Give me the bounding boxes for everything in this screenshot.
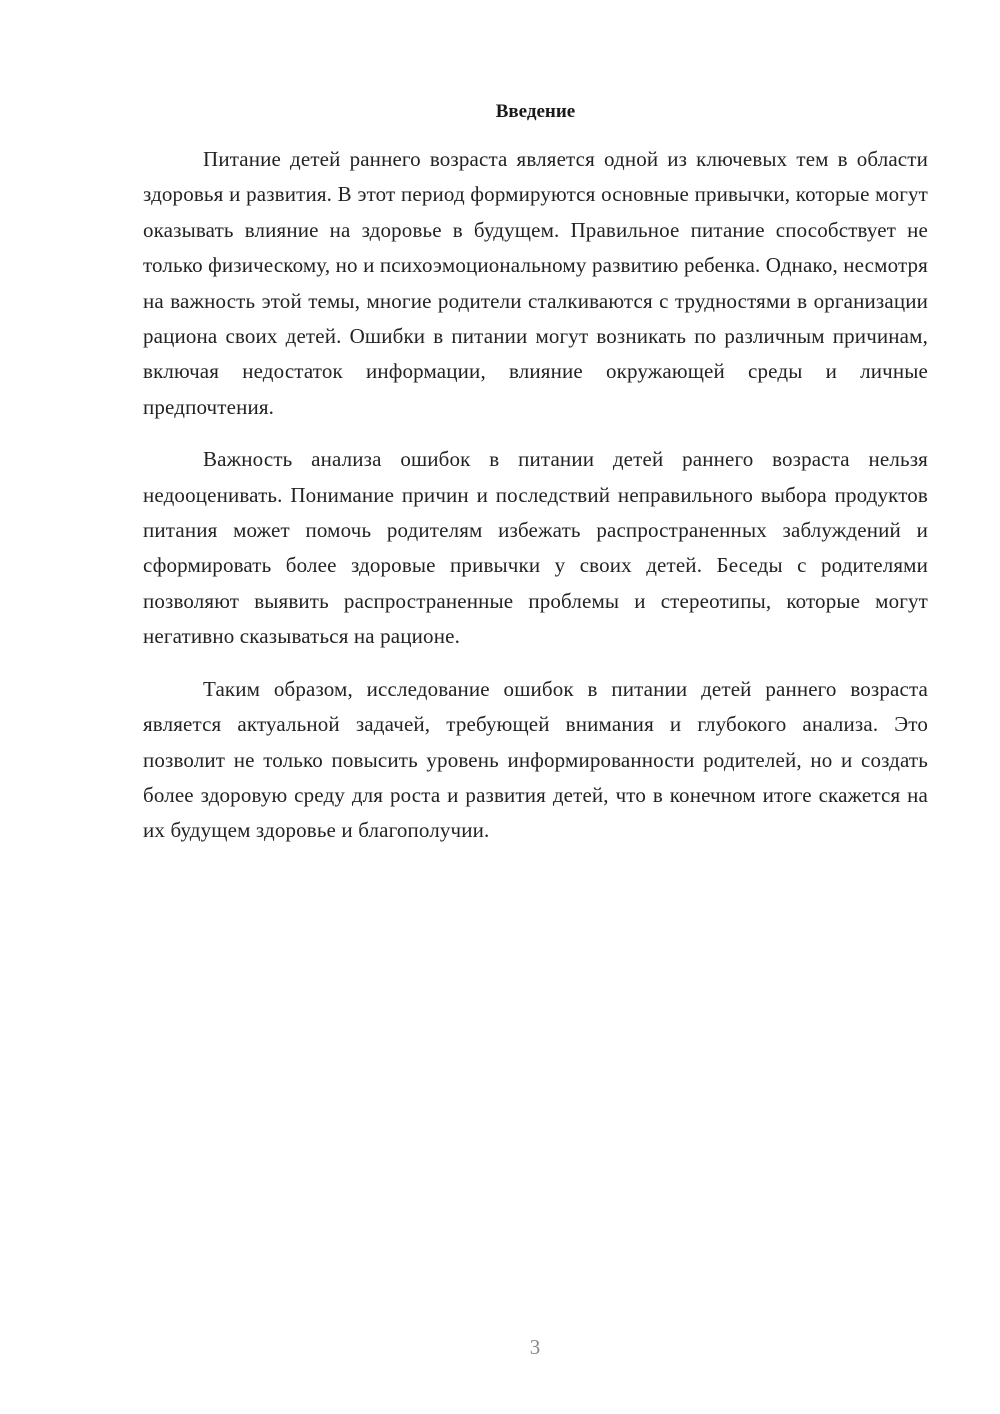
page-number: 3 [529,1335,541,1359]
section-heading: Введение [495,101,576,122]
paragraph-3: Таким образом, исследование ошибок в питании детей раннего возраста является актуальной задачей, требующей внимания и глубокого анализа. Это позволит не только повысить уровень информированности родителей, но и создать более здоровую среду для роста и развития детей, что в конечном итоге скажется на их будущем здоровье и благополучии. [143,676,928,843]
paragraph-2: Важность анализа ошибок в питании детей раннего возраста нельзя недооценивать. Понимание причин и последствий неправильного выбора продуктов питания может помочь родителям избежать распространенных заблуждений и сформировать более здоровые привычки у своих детей. Беседы с родителями позволяют выявить распространенные проблемы и стереотипы, которые могут негативно сказываться на рационе. [143,447,928,649]
paragraph-1: Питание детей раннего возраста является одной из ключевых тем в области здоровья и развития. В этот период формируются основные привычки, которые могут оказывать влияние на здоровье в будущем. Правильное питание способствует не только физическому, но и психоэмоциональному развитию ребенка. Однако, несмотря на важность этой темы, многие родители сталкиваются с трудностями в организации рациона своих детей. Ошибки в питании могут возникать по различным причинам, включая недостаток информации, влияние окружающей среды и личные предпочтения. [143,147,928,419]
body-text [143,142,928,866]
